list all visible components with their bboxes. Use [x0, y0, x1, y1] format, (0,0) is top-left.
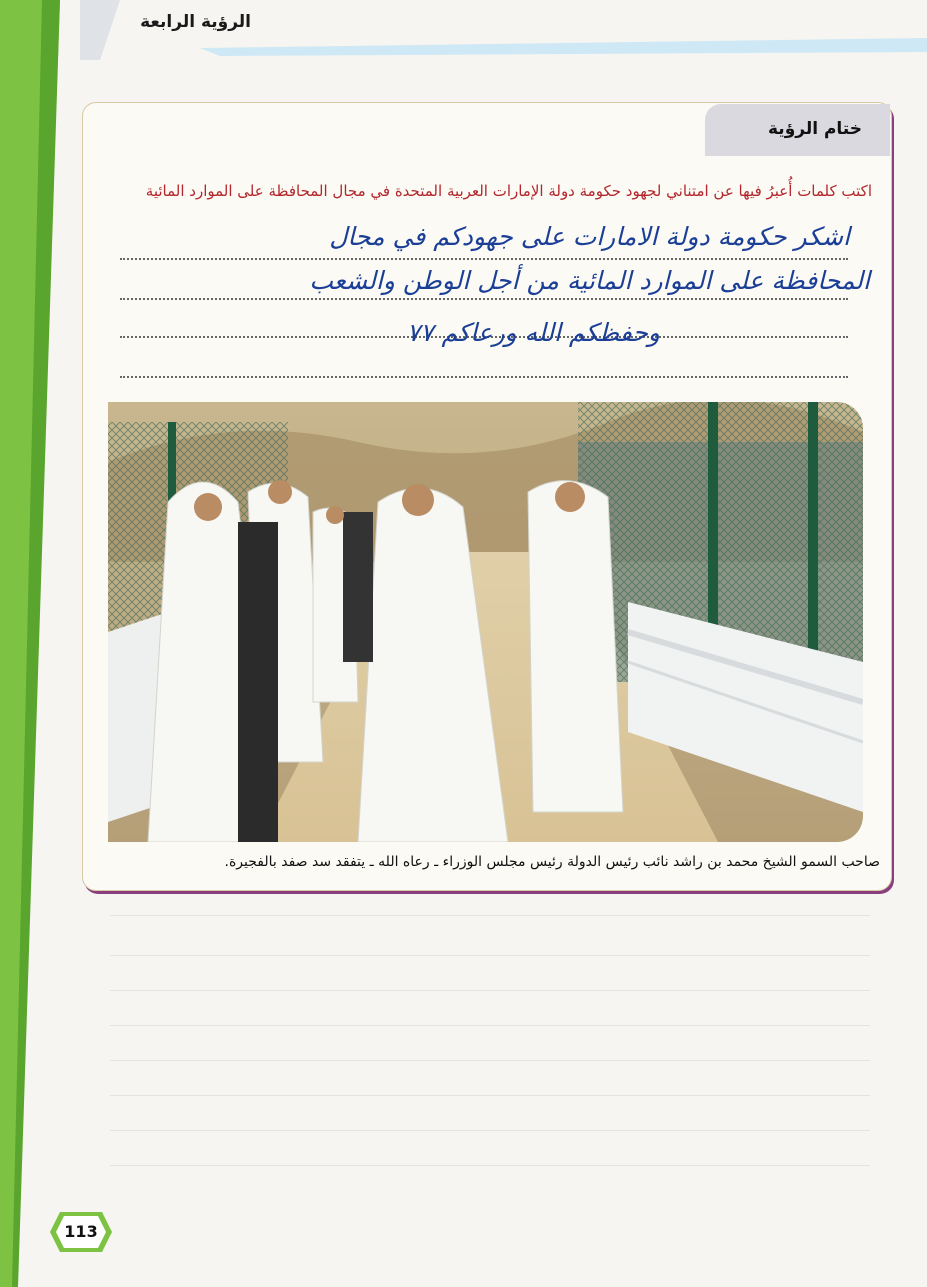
ghost-line — [110, 1025, 870, 1026]
handwritten-line-3: وحفظكم الله ورعاكم ٧٧ — [406, 318, 660, 347]
section-tag — [705, 104, 890, 156]
ghost-line — [110, 1095, 870, 1096]
page-number-badge — [50, 1212, 112, 1252]
answer-line[interactable] — [120, 258, 848, 260]
green-spine — [0, 0, 60, 1287]
photo-caption: صاحب السمو الشيخ محمد بن راشد نائب رئيس الدولة رئيس مجلس الوزراء ـ رعاه الله ـ يتفقد سد صفد بالفجيرة. — [224, 854, 880, 870]
task-instruction: اكتب كلمات أُعبرُ فيها عن امتناني لجهود حكومة دولة الإمارات العربية المتحدة في مجال المحافظة على الموارد المائية — [145, 182, 872, 200]
dam-inspection-photo — [108, 402, 863, 842]
handwritten-line-1: اشكر حكومة دولة الامارات على جهودكم في مجال — [329, 222, 850, 251]
answer-line[interactable] — [120, 298, 848, 300]
unit-title: الرؤية الرابعة — [140, 12, 251, 32]
ghost-line — [110, 1060, 870, 1061]
ghost-line — [110, 955, 870, 956]
handwritten-line-2: المحافظة على الموارد المائية من أجل الوطن والشعب — [309, 266, 870, 295]
page-number: 113 — [64, 1222, 98, 1241]
section-tag-label: ختام الرؤية — [768, 119, 862, 139]
ghost-line — [110, 1165, 870, 1166]
ghost-line — [110, 915, 870, 916]
ghost-line — [110, 1130, 870, 1131]
answer-line[interactable] — [120, 376, 848, 378]
ghost-line — [110, 990, 870, 991]
